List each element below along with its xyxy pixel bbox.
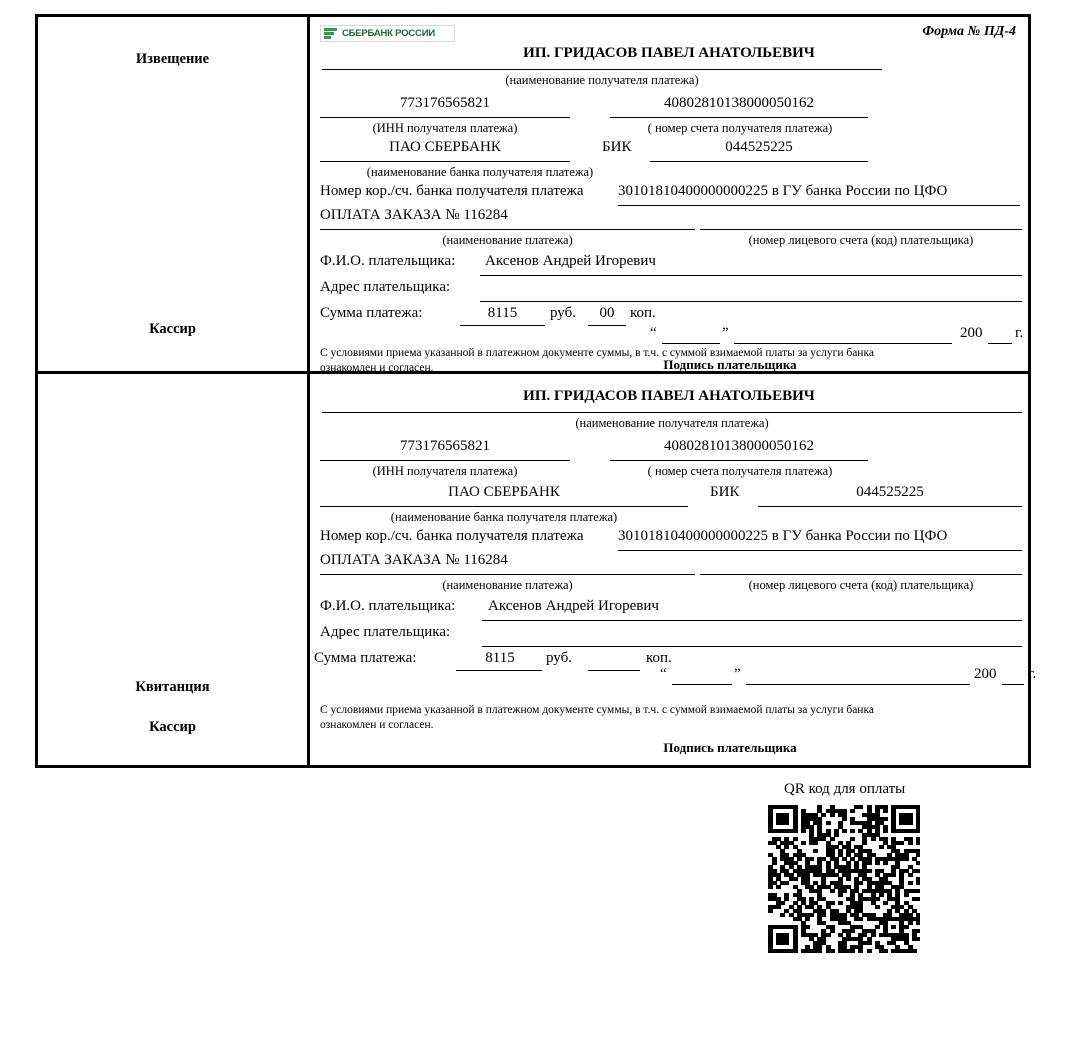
notice-date-quote-open: “	[650, 325, 657, 341]
notice-recipient-name: ИП. ГРИДАСОВ ПАВЕЛ АНАТОЛЬЕВИЧ	[523, 45, 815, 61]
notice-sum-label: Сумма платежа:	[320, 305, 423, 321]
notice-recipient-name-rule	[322, 69, 882, 70]
notice-title: Извещение	[135, 51, 210, 67]
receipt-sum-rub-rule	[456, 670, 542, 671]
notice-kop-word: коп.	[630, 305, 656, 321]
receipt-year-suffix: г.	[1028, 666, 1037, 683]
receipt-account-caption: ( номер счета получателя платежа)	[647, 464, 833, 479]
receipt-payer-address-rule	[482, 646, 1022, 647]
form-number: Форма № ПД-4	[922, 24, 1016, 39]
sberbank-logo-text: СБЕРБАНК РОССИИ	[342, 28, 435, 39]
receipt-bik-label: БИК	[710, 484, 740, 501]
receipt-recipient-name: ИП. ГРИДАСОВ ПАВЕЛ АНАТОЛЬЕВИЧ	[523, 388, 815, 405]
sberbank-mark-icon	[323, 27, 339, 40]
receipt-bank-name-caption: (наименование банка получателя платежа)	[390, 510, 618, 525]
receipt-date-quote-close: ”	[734, 666, 741, 683]
receipt-personal-account-rule	[700, 574, 1022, 575]
notice-payer-name-label: Ф.И.О. плательщика:	[320, 253, 456, 269]
notice-personal-account-rule	[700, 229, 1022, 230]
receipt-account-rule	[610, 460, 868, 461]
qr-code	[768, 805, 920, 953]
receipt-sum-kop-rule	[588, 670, 640, 671]
receipt-inn-rule	[320, 460, 570, 461]
receipt-sum-rub-value: 8115	[485, 650, 515, 667]
receipt-inn-caption: (ИНН получателя платежа)	[372, 464, 518, 479]
receipt-inn-value: 773176565821	[400, 438, 490, 455]
receipt-section	[38, 374, 1037, 765]
notice-account-rule	[610, 117, 868, 118]
receipt-corr-rule	[618, 550, 1022, 551]
notice-purpose-caption: (наименование платежа)	[442, 233, 573, 247]
notice-signature-label: Подпись плательщика	[663, 357, 797, 372]
notice-conditions-line1: С условиями приема указанной в платежном документе суммы, в т.ч. с суммой взимаемой платы за услуги банка	[320, 347, 874, 359]
notice-sum-kop-value: 00	[599, 305, 615, 321]
notice-right-column	[310, 17, 1028, 374]
notice-inn-rule	[320, 117, 570, 118]
notice-recipient-name-caption: (наименование получателя платежа)	[505, 73, 699, 87]
notice-cashier-label: Кассир	[149, 321, 196, 337]
notice-payer-name-rule	[480, 275, 1022, 276]
receipt-bank-name-rule	[320, 506, 688, 507]
qr-title: QR код для оплаты	[784, 781, 906, 797]
receipt-payer-name-label: Ф.И.О. плательщика:	[320, 598, 456, 615]
notice-bank-name-value: ПАО СБЕРБАНК	[389, 139, 501, 155]
receipt-bik-value: 044525225	[856, 484, 924, 501]
notice-bik-value: 044525225	[725, 139, 793, 155]
notice-account-value: 40802810138000050162	[664, 95, 814, 111]
receipt-year-prefix: 200	[974, 666, 997, 683]
notice-year-suffix: г.	[1015, 325, 1024, 341]
notice-bank-name-rule	[320, 161, 570, 162]
receipt-bik-rule	[758, 506, 1022, 507]
receipt-corr-value: 30101810400000000225 в ГУ банка России по ЦФО	[618, 528, 948, 545]
receipt-payer-name-value: Аксенов Андрей Игоревич	[488, 598, 659, 615]
notice-sum-rub-rule	[460, 325, 545, 326]
receipt-recipient-name-rule	[322, 412, 1022, 413]
receipt-bank-name-value: ПАО СБЕРБАНК	[448, 484, 560, 501]
notice-rub-word: руб.	[550, 305, 576, 321]
receipt-cashier-label: Кассир	[149, 719, 196, 736]
notice-year-rule	[988, 343, 1012, 344]
notice-left-column	[38, 17, 310, 371]
notice-section	[38, 17, 1028, 374]
receipt-kop-word: коп.	[646, 650, 672, 667]
sberbank-logo	[320, 25, 455, 42]
payment-form	[35, 14, 1037, 768]
notice-sum-kop-rule	[588, 325, 626, 326]
notice-payer-address-label: Адрес плательщика:	[320, 279, 451, 295]
receipt-conditions-line2: ознакомлен и согласен.	[320, 719, 434, 732]
notice-corr-label: Номер кор./сч. банка получателя платежа	[320, 183, 584, 199]
notice-date-day-rule	[662, 343, 720, 344]
receipt-personal-account-caption: (номер лицевого счета (код) плательщика)	[748, 578, 974, 593]
notice-corr-value: 30101810400000000225 в ГУ банка России по ЦФО	[618, 183, 948, 199]
receipt-signature-label: Подпись плательщика	[663, 740, 797, 756]
notice-purpose-rule	[320, 229, 695, 230]
receipt-purpose-caption: (наименование платежа)	[442, 578, 573, 593]
receipt-recipient-name-caption: (наименование получателя платежа)	[575, 416, 769, 431]
notice-date-quote-close: ”	[722, 325, 729, 341]
receipt-left-column	[38, 374, 310, 765]
receipt-right-column	[310, 374, 1037, 765]
notice-payer-name-value: Аксенов Андрей Игоревич	[485, 253, 656, 269]
receipt-year-rule	[1002, 684, 1024, 685]
receipt-payer-name-rule	[482, 620, 1022, 621]
notice-year-prefix: 200	[960, 325, 983, 341]
notice-bank-name-caption: (наименование банка получателя платежа)	[366, 165, 594, 179]
receipt-date-month-rule	[746, 684, 970, 685]
notice-inn-caption: (ИНН получателя платежа)	[372, 121, 518, 135]
receipt-payer-address-label: Адрес плательщика:	[320, 624, 451, 641]
notice-bik-rule	[650, 161, 868, 162]
notice-conditions-line2: ознакомлен и согласен.	[320, 362, 434, 374]
notice-payer-address-rule	[480, 301, 1022, 302]
receipt-conditions-line1: С условиями приема указанной в платежном документе суммы, в т.ч. с суммой взимаемой платы за услуги банка	[320, 704, 874, 717]
receipt-rub-word: руб.	[546, 650, 572, 667]
receipt-account-value: 40802810138000050162	[664, 438, 814, 455]
receipt-corr-label: Номер кор./сч. банка получателя платежа	[320, 528, 584, 545]
receipt-title: Квитанция	[135, 679, 210, 696]
notice-inn-value: 773176565821	[400, 95, 490, 111]
notice-corr-rule	[618, 205, 1020, 206]
notice-personal-account-caption: (номер лицевого счета (код) плательщика)	[748, 233, 974, 247]
notice-account-caption: ( номер счета получателя платежа)	[647, 121, 833, 135]
notice-bik-label: БИК	[602, 139, 632, 155]
receipt-date-day-rule	[672, 684, 732, 685]
notice-date-month-rule	[734, 343, 952, 344]
receipt-purpose-value: ОПЛАТА ЗАКАЗА № 116284	[320, 552, 508, 569]
receipt-date-quote-open: “	[660, 666, 667, 683]
notice-purpose-value: ОПЛАТА ЗАКАЗА № 116284	[320, 207, 508, 223]
notice-sum-rub-value: 8115	[487, 305, 518, 321]
receipt-purpose-rule	[320, 574, 695, 575]
receipt-sum-label: Сумма платежа:	[314, 650, 417, 667]
